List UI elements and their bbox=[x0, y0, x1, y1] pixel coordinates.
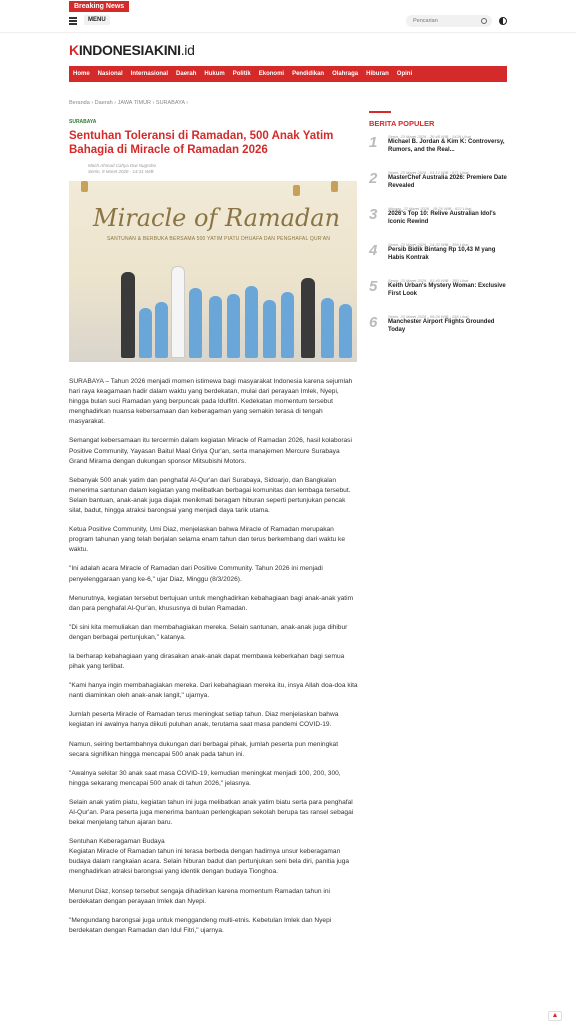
popular-item[interactable] bbox=[369, 170, 507, 200]
popular-date: Senin, 23 Maret 2026 - 01:40 WIB · 350 Lihat bbox=[388, 278, 469, 283]
arrow-up-icon: ▲ bbox=[551, 1012, 559, 1019]
article-paragraph: "Kami hanya ingin membahagiakan mereka. Dari kebahagiaan mereka itu, insya Allah doa-doa kita nanti diaminkan oleh anak-anak langit," ujarnya. bbox=[69, 682, 358, 700]
popular-title[interactable]: Manchester Airport Flights Grounded Today bbox=[388, 319, 495, 333]
popular-item[interactable] bbox=[369, 278, 507, 308]
nav-hukum[interactable]: Hukum bbox=[204, 71, 225, 77]
person-figure bbox=[281, 292, 294, 358]
main-navigation bbox=[69, 66, 507, 82]
nav-internasional[interactable]: Internasional bbox=[130, 71, 169, 77]
article-paragraph: Menurut Diaz, konsep tersebut sengaja dihadirkan karena momentum Ramadan tahun ini berdekatan dengan perayaan Imlek dan Nyepi. bbox=[69, 887, 330, 905]
lantern-decoration bbox=[81, 181, 88, 192]
rank-number: 5 bbox=[369, 278, 378, 295]
article-title: Sentuhan Toleransi di Ramadan, 500 Anak Yatim Bahagia di Miracle of Ramadan 2026 bbox=[69, 130, 334, 156]
dark-mode-toggle-icon[interactable] bbox=[499, 17, 507, 25]
search-placeholder: Pencarian bbox=[413, 18, 438, 24]
rank-number: 6 bbox=[369, 314, 378, 331]
rank-number: 1 bbox=[369, 134, 378, 151]
lantern-decoration bbox=[293, 185, 300, 196]
nav-olahraga[interactable]: Olahraga bbox=[332, 71, 359, 77]
popular-item[interactable] bbox=[369, 206, 507, 236]
article-paragraph: Namun, seiring bertambahnya dukungan dari berbagai pihak, jumlah peserta pun meningkat secara signifikan hingga mencapai 500 anak pada tahun ini. bbox=[69, 740, 339, 758]
nav-politik[interactable]: Politik bbox=[232, 71, 251, 77]
nav-ekonomi[interactable]: Ekonomi bbox=[258, 71, 285, 77]
hamburger-icon[interactable] bbox=[69, 17, 77, 24]
photo-banner-subtitle: SANTUNAN & BERBUKA BERSAMA 500 YATIM PIATU DHUAFA DAN PENGHAFAL QUR'AN bbox=[107, 236, 331, 242]
person-figure bbox=[121, 272, 135, 358]
nav-nasional[interactable]: Nasional bbox=[97, 71, 123, 77]
article-paragraph: "Awalnya sekitar 30 anak saat masa COVID-19, kemudian meningkat menjadi 100, 200, 300, hingga sekarang mencapai 500 anak di tahun 2026," jelasnya. bbox=[69, 769, 341, 787]
breaking-news-label[interactable]: Breaking News bbox=[69, 1, 129, 12]
person-figure bbox=[171, 266, 185, 358]
site-logo[interactable] bbox=[69, 42, 195, 58]
popular-title[interactable]: Michael B. Jordan & Kim K: Controversy, Rumors, and the Real... bbox=[388, 139, 505, 153]
article-category[interactable]: SURABAYA bbox=[69, 119, 97, 125]
nav-daerah[interactable]: Daerah bbox=[176, 71, 197, 77]
article-paragraph: Sebanyak 500 anak yatim dan penghafal Al-Qur'an dari Surabaya, Sidoarjo, dan Bangkalan menerima santunan dalam kegiatan yang melibatkan berbagai komunitas dan lembaga tersebut. Selain bantuan, anak-anak juga diajak menikmati beragam hiburan seperti pertunjukan pencak silat, badut, hingga atraksi barongsai yang menjadi daya tarik utama. bbox=[69, 476, 351, 515]
article-header bbox=[69, 119, 359, 175]
popular-news-sidebar bbox=[369, 111, 507, 344]
popular-title[interactable]: 2026's Top 10: Relive Australian Idol's Iconic Rewind bbox=[388, 211, 496, 225]
search-icon[interactable] bbox=[481, 18, 487, 24]
header-row bbox=[0, 12, 576, 32]
rank-number: 4 bbox=[369, 242, 378, 259]
article-paragraph: Ia berharap kebahagiaan yang dirasakan anak-anak dapat membawa keberkahan bagi semua pihak yang terlibat. bbox=[69, 652, 345, 671]
article-date: Senin, 9 Maret 2026 - 14:31 WIB bbox=[88, 169, 154, 174]
article-paragraph: Sentuhan Keberagaman Budaya Kegiatan Miracle of Ramadan tahun ini terasa berbeda dengan hadirnya unsur keberagaman budaya dalam rangkaian acara. Selain hiburan badut dan pertunjukan seni bela diri, panitia juga menghadirkan atraksi barongsai yang identik dengan budaya Tionghoa. bbox=[69, 838, 350, 876]
breadcrumb[interactable]: Beranda › Daerah › JAWA TIMUR › SURABAYA › bbox=[69, 100, 189, 106]
popular-date: Senin, 23 Maret 2026 - 03:12 WIB · 671 Lihat bbox=[388, 170, 469, 175]
nav-opini[interactable]: Opini bbox=[396, 71, 413, 77]
lantern-decoration bbox=[331, 181, 338, 192]
popular-item[interactable] bbox=[369, 314, 507, 344]
article-paragraph: Selain anak yatim piatu, kegiatan tahun ini juga melibatkan anak yatim biatu serta para penghafal Al-Qur'an. Para peserta juga menerima bantuan perlengkapan sekolah berupa tas ransel sebagai bekal menjelang tahun ajaran baru. bbox=[69, 798, 354, 827]
logo-domain: .id bbox=[180, 42, 195, 58]
person-figure bbox=[321, 298, 334, 358]
article-body bbox=[69, 377, 358, 945]
menu-button[interactable]: MENU bbox=[84, 15, 110, 25]
person-figure bbox=[245, 286, 258, 358]
article-paragraph: "Ini adalah acara Miracle of Ramadan dari Positive Community. Tahun 2026 ini menjadi penyelenggaraan yang ke-6," ujar Diaz, Minggu (8/3/2026). bbox=[69, 565, 323, 583]
article-paragraph: SURABAYA – Tahun 2026 menjadi momen istimewa bagi masyarakat Indonesia karena sejumlah hari raya keagamaan hadir dalam waktu yang berdekatan, mulai dari perayaan Imlek, Nyepi, hingga bulan suci Ramadan yang berpuncak pada Idulfitri. Kedekatan momentum tersebut menghadirkan nuansa kebersamaan dan keberagaman yang semakin terasa di tengah masyarakat. bbox=[69, 378, 353, 426]
article-meta bbox=[88, 163, 359, 175]
person-figure bbox=[227, 294, 240, 358]
article-paragraph: Menurutnya, kegiatan tersebut bertujuan untuk menghadirkan kebahagiaan bagi anak-anak yatim dan para penghafal Al-Qur'an, khususnya di bulan Ramadan. bbox=[69, 594, 354, 612]
nav-hiburan[interactable]: Hiburan bbox=[366, 71, 389, 77]
rank-number: 3 bbox=[369, 206, 378, 223]
popular-date: Senin, 23 Maret 2026 - 20:48 WIB · 1439 Lihat bbox=[388, 134, 471, 139]
person-figure bbox=[339, 304, 352, 358]
logo-k: K bbox=[69, 42, 79, 58]
article-paragraph: Jumlah peserta Miracle of Ramadan terus meningkat setiap tahun. Diaz menjelaskan bahwa kegiatan ini awalnya hanya diikuti puluhan anak, terutama saat masa pandemi COVID-19. bbox=[69, 711, 339, 729]
scroll-to-top-button[interactable] bbox=[548, 1011, 562, 1021]
rank-number: 2 bbox=[369, 170, 378, 187]
popular-title[interactable]: MasterChef Australia 2026: Premiere Date Revealed bbox=[388, 175, 507, 189]
popular-date: Senin, 23 Maret 2026 - 06:26 WIB · 285 Lihat bbox=[388, 314, 469, 319]
article-paragraph: "Mengundang barongsai juga untuk menggandeng multi-etnis. Kebetulan Imlek dan Nyepi berdekatan dengan Ramadan dan Idul Fitri," ujarnya. bbox=[69, 916, 332, 934]
search-input[interactable] bbox=[406, 15, 492, 27]
article-paragraph: "Di sini kita memuliakan dan membahagiakan mereka. Selain santunan, anak-anak juga dihibur dengan berbagai pertunjukan," katanya. bbox=[69, 623, 348, 641]
article-paragraph: Semangat kebersamaan itu tercermin dalam kegiatan Miracle of Ramadan 2026, hasil kolaborasi Positive Community, Yayasan Baitul Maal Griya Qur'an, serta manajemen Mercure Surabaya Grand Mirama dengan dukungan sponsor Mitsubishi Motors. bbox=[69, 437, 352, 465]
popular-item[interactable] bbox=[369, 134, 507, 164]
person-figure bbox=[301, 278, 315, 358]
popular-title[interactable]: Persib Bidik Bintang Rp 10,43 M yang Habis Kontrak bbox=[388, 247, 496, 261]
article-author[interactable]: Moch.Ahmad Cahya Dwi Nugroho bbox=[88, 163, 157, 168]
sidebar-heading: BERITA POPULER bbox=[369, 111, 391, 128]
person-figure bbox=[155, 302, 168, 358]
popular-date: Senin, 23 Maret 2026 - 14:32 WIB · 359 Lihat bbox=[388, 242, 469, 247]
article-photo bbox=[69, 181, 357, 362]
person-figure bbox=[209, 296, 222, 358]
popular-item[interactable] bbox=[369, 242, 507, 272]
person-figure bbox=[263, 300, 276, 358]
person-figure bbox=[189, 288, 202, 358]
article-paragraph: Ketua Positive Community, Umi Diaz, menjelaskan bahwa Miracle of Ramadan merupakan program tahunan yang telah berjalan selama enam tahun dan terus berkembang dari waktu ke waktu. bbox=[69, 526, 346, 554]
popular-title[interactable]: Keith Urban's Mystery Woman: Exclusive First Look bbox=[388, 283, 506, 297]
logo-main: INDONESIAKINI bbox=[78, 42, 181, 58]
photo-banner-title: Miracle of Ramadan bbox=[93, 204, 341, 232]
popular-date: Minggu, 22 Maret 2026 - 18:25 WIB · 622 Lihat bbox=[388, 206, 472, 211]
header-divider bbox=[0, 32, 576, 33]
nav-home[interactable]: Home bbox=[73, 71, 90, 77]
nav-pendidikan[interactable]: Pendidikan bbox=[292, 71, 325, 77]
person-figure bbox=[139, 308, 152, 358]
